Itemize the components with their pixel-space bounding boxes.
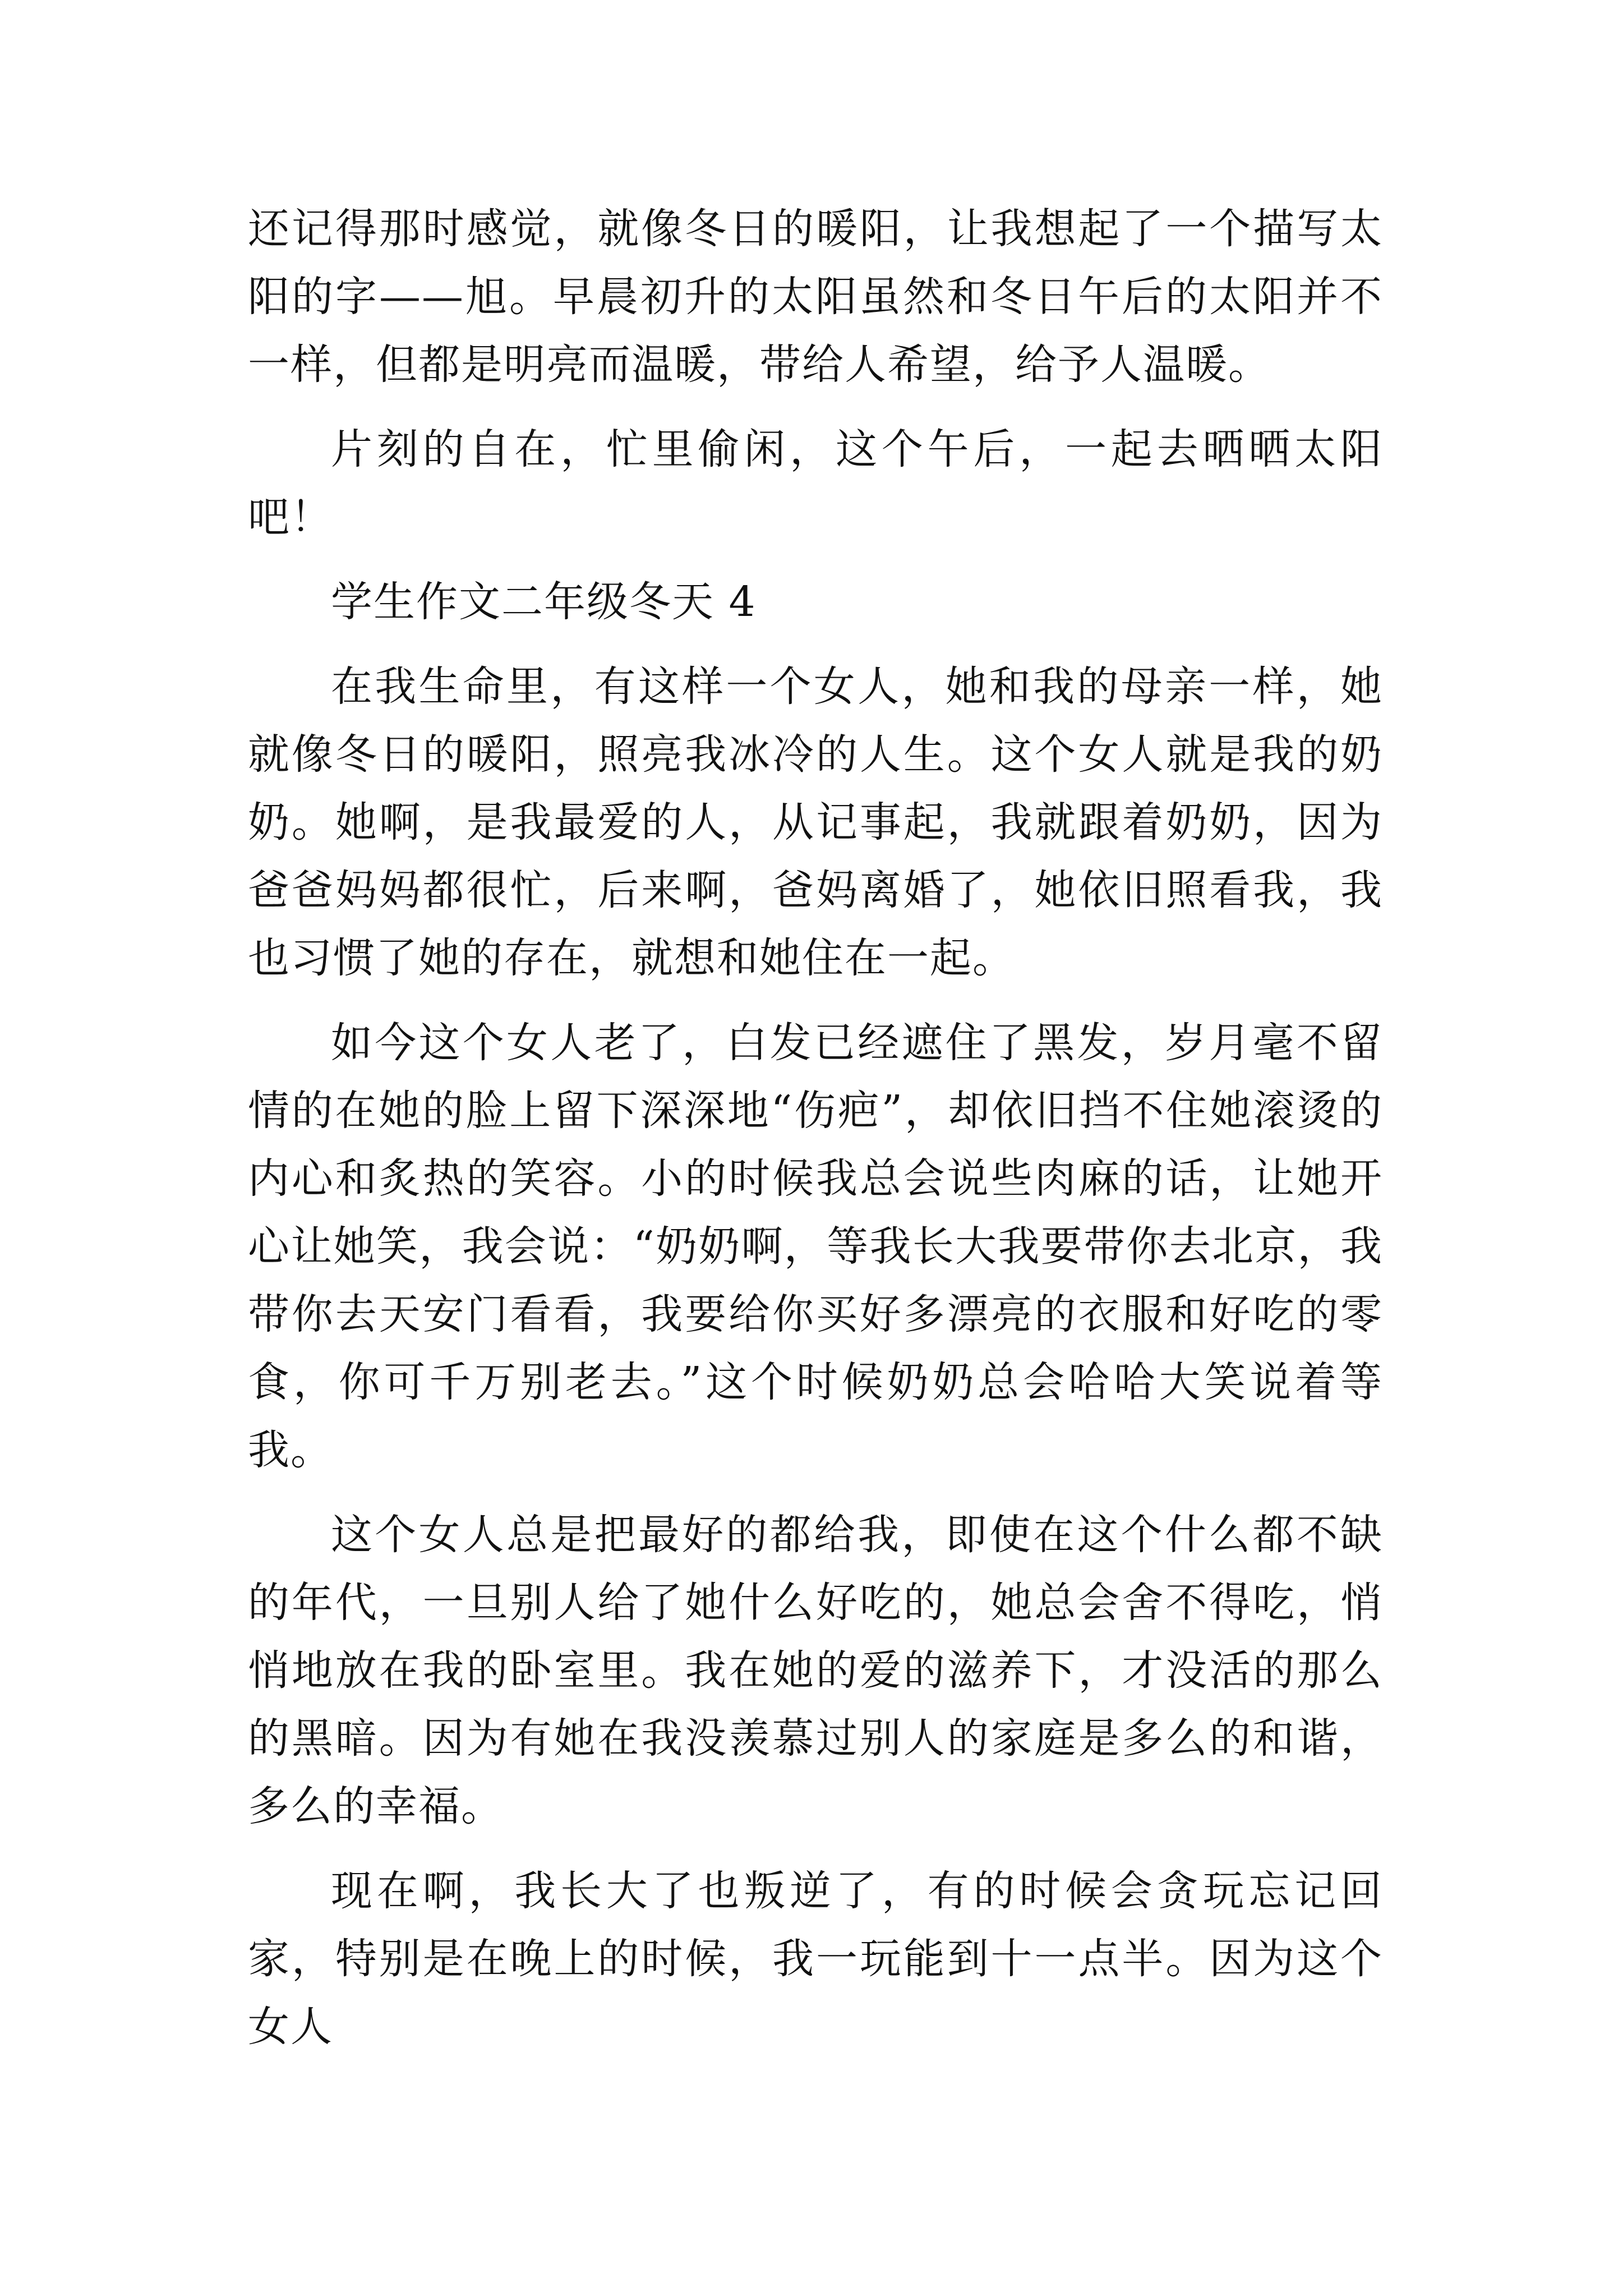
section-paragraph-1: 在我生命里，有这样一个女人，她和我的母亲一样，她就像冬日的暖阳，照亮我冰冷的人生。这个女人就是我的奶奶。她啊，是我最爱的人，从记事起，我就跟着奶奶，因为爸爸妈妈都很忙，后来啊，爸妈离婚了，她依旧照看我，我也习惯了她的存在，就想和她住在一起。: [248, 662, 1383, 982]
section-paragraph-3: 这个女人总是把最好的都给我，即使在这个什么都不缺的年代，一旦别人给了她什么好吃的，她总会舍不得吃，悄悄地放在我的卧室里。我在她的爱的滋养下，才没活的那么的黑暗。因为有她在我没羡慕过别人的家庭是多么的和谐，多么的幸福。: [248, 1511, 1383, 1830]
section-paragraph-2: 如今这个女人老了，白发已经遮住了黑发，岁月毫不留情的在她的脸上留下深深地“伤疤”，却依旧挡不住她滚烫的内心和炙热的笑容。小的时候我总会说些肉麻的话，让她开心让她笑，我会说：“奶奶啊，等我长大我要带你去北京，我带你去天安门看看，我要给你买好多漂亮的衣服和好吃的零食，你可千万别老去。”这个时候奶奶总会哈哈大笑说着等我。: [248, 1019, 1383, 1474]
paragraph-closing: 片刻的自在，忙里偷闲，这个午后，一起去晒晒太阳吧！: [248, 425, 1383, 541]
section-paragraph-4: 现在啊，我长大了也叛逆了，有的时候会贪玩忘记回家，特别是在晚上的时候，我一玩能到十一点半。因为这个女人: [248, 1867, 1383, 2051]
section-title: 学生作文二年级冬天 4: [331, 578, 757, 626]
document-body: [248, 195, 1383, 2078]
paragraph-continued: 还记得那时感觉，就像冬日的暖阳，让我想起了一个描写太阳的字——旭。早晨初升的太阳虽然和冬日午后的太阳并不一样，但都是明亮而温暖，带给人希望，给予人温暖。: [248, 205, 1383, 389]
